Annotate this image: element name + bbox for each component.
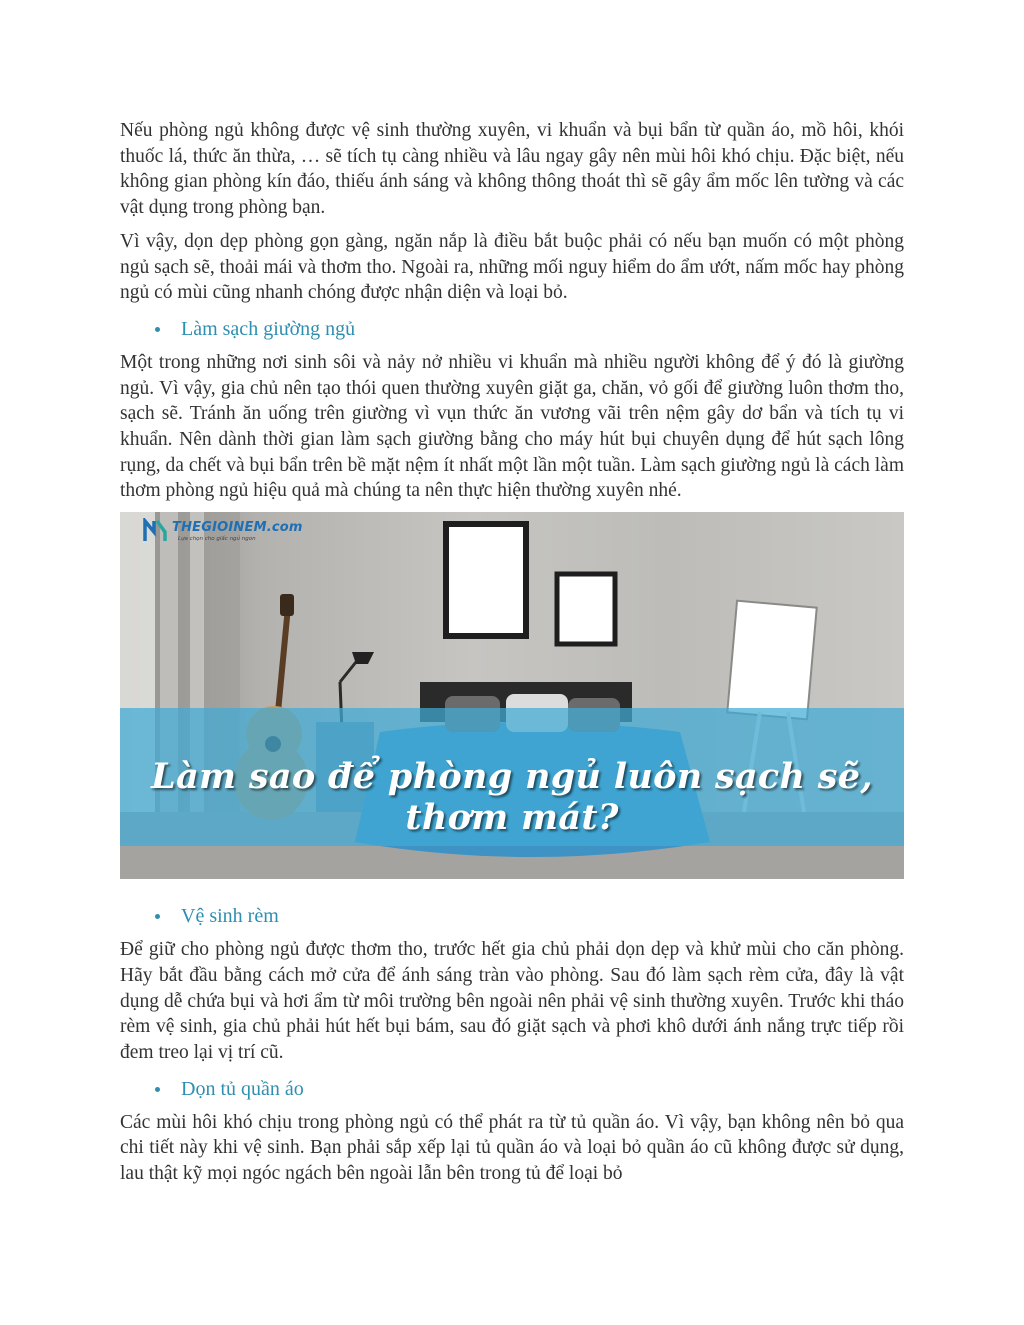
image-banner xyxy=(120,708,904,846)
logo-tagline: Lựa chọn cho giấc ngủ ngon xyxy=(178,536,256,543)
logo-text: THEGIOINEM.com xyxy=(172,520,303,536)
section-heading-curtains xyxy=(120,903,904,929)
section-heading-text: Làm sạch giường ngủ xyxy=(181,317,356,340)
section-paragraph-wardrobe: Các mùi hôi khó chịu trong phòng ngủ có thể phát ra từ tủ quần áo. Vì vậy, bạn không nên bỏ qua chi tiết này khi vệ sinh. Bạn phải sắp xếp lại tủ quần áo và loại bỏ quần áo cũ không được sử dụng, lau thật kỹ mọi ngóc ngách bên ngoài lẫn bên trong tủ để loại bỏ xyxy=(120,1111,904,1185)
section-paragraph-curtains: Để giữ cho phòng ngủ được thơm tho, trước hết gia chủ phải dọn dẹp và khử mùi cho căn phòng. Hãy bắt đầu bằng cách mở cửa để ánh sáng tràn vào phòng. Sau đó làm sạch rèm cửa, đây là vật dụng dễ chứa bụi và hơi ẩm từ môi trường bên ngoài nên phải vệ sinh thường xuyên. Trước khi tháo rèm vệ sinh, gia chủ phải hút hết bụi bám, sau đó giặt sạch và phơi khô dưới ánh nắng trực tiếp rồi đem treo lại vị trí cũ. xyxy=(120,939,904,1063)
section-heading-text: Dọn tủ quần áo xyxy=(181,1077,304,1100)
banner-title: Làm sao để phòng ngủ luôn sạch sẽ, thơm mát? xyxy=(151,756,873,839)
document-page xyxy=(120,118,904,1195)
bullet-dot-icon xyxy=(155,1087,160,1092)
thegioinem-logo xyxy=(142,518,303,546)
section-heading-text: Vệ sinh rèm xyxy=(181,905,279,928)
section-heading-wardrobe xyxy=(120,1076,904,1102)
intro-paragraph-1: Nếu phòng ngủ không được vệ sinh thường xuyên, vi khuẩn và bụi bẩn từ quần áo, mồ hôi, khói thuốc lá, thức ăn thừa, … sẽ tích tụ càng nhiều và lâu ngay gây nên mùi hôi khó chịu. Đặc biệt, nếu không gian phòng kín đáo, thiếu ánh sáng và không thông thoát thì sẽ gây ẩm mốc lên tường và các vật dụng trong phòng bạn. xyxy=(120,120,904,219)
section-paragraph-clean-bed: Một trong những nơi sinh sôi và nảy nở nhiều vi khuẩn mà nhiều người không để ý đó là giường ngủ. Vì vậy, gia chủ nên tạo thói quen thường xuyên giặt ga, chăn, vỏ gối để giường luôn thơm tho, sạch sẽ. Tránh ăn uống trên giường vì vụn thức ăn vương vãi trên nệm gây dơ bẩn và tích tụ vi khuẩn. Nên dành thời gian làm sạch giường bằng cho máy hút bụi chuyên dụng để hút sạch lông rụng, da chết và bụi bẩn trên bề mặt nệm ít nhất một lần một tuần. Làm sạch giường ngủ là cách làm thơm phòng ngủ hiệu quả mà chúng ta nên thực hiện thường xuyên nhé. xyxy=(120,351,904,502)
bullet-dot-icon xyxy=(155,327,160,332)
intro-paragraph-2: Vì vậy, dọn dẹp phòng gọn gàng, ngăn nắp là điều bắt buộc phải có nếu bạn muốn có một phòng ngủ sạch sẽ, thoải mái và thơm tho. Ngoài ra, những mối nguy hiểm do ẩm ướt, nấm mốc hay phòng ngủ có mùi cũng nhanh chóng được nhận diện và loại bỏ. xyxy=(120,230,904,304)
logo-mark-icon xyxy=(142,518,168,544)
section-heading-clean-bed xyxy=(120,316,904,342)
bedroom-illustration xyxy=(120,512,904,879)
bullet-dot-icon xyxy=(155,914,160,919)
